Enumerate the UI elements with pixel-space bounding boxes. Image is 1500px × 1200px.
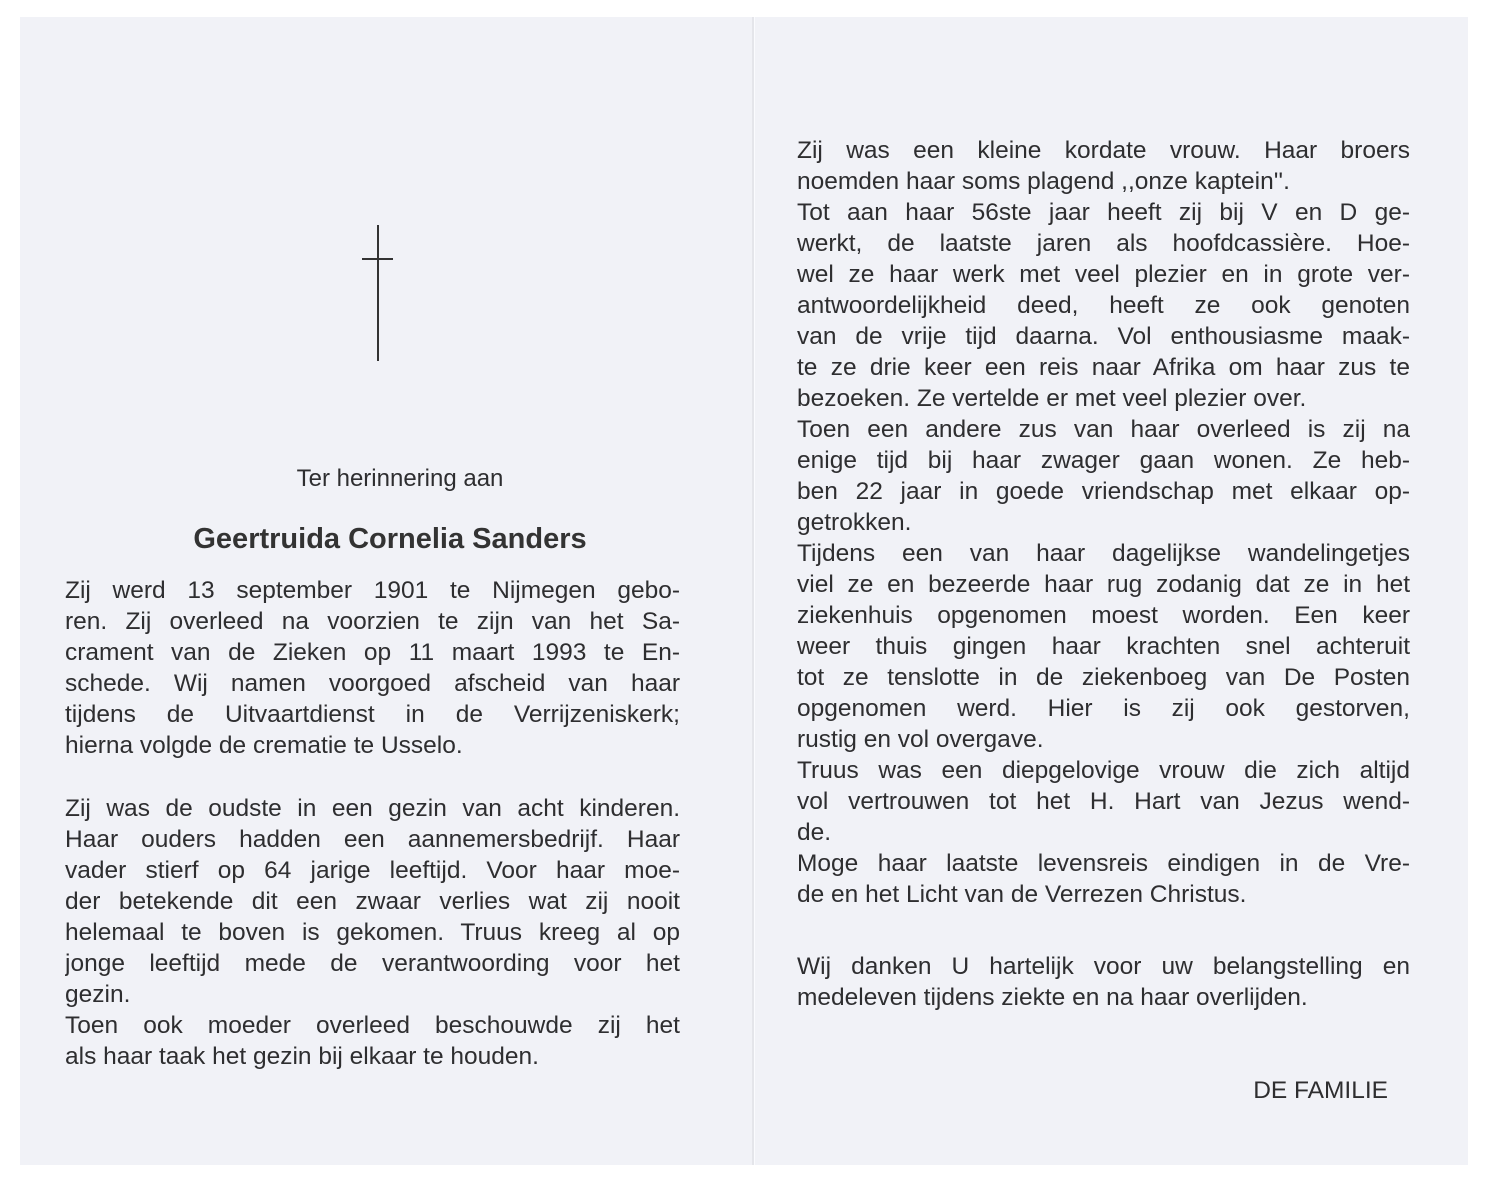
text-line: enige tijd bij haar zwager gaan wonen. Ze heb- — [797, 447, 1410, 474]
text-line: ren. Zij overleed na voorzien te zijn van het Sa- — [65, 608, 680, 635]
text-line: medeleven tijdens ziekte en na haar overlijden. — [797, 984, 1308, 1011]
text-line: Moge haar laatste levensreis eindigen in de Vre- — [797, 850, 1410, 877]
text-line: Truus was een diepgelovige vrouw die zich altijd — [797, 757, 1410, 784]
text-line: Zij was een kleine kordate vrouw. Haar broers — [797, 137, 1410, 164]
text-line: de. — [797, 819, 832, 846]
text-line: te ze drie keer een reis naar Afrika om haar zus te — [797, 354, 1410, 381]
text-line: jonge leeftijd mede de verantwoording voor het — [65, 950, 680, 977]
paragraph — [797, 951, 1410, 1013]
text-line: Toen een andere zus van haar overleed is zij na — [797, 416, 1410, 443]
text-line: getrokken. — [797, 509, 912, 536]
deceased-name: Geertruida Cornelia Sanders — [193, 523, 587, 555]
text-line: werkt, de laatste jaren als hoofdcassière. Hoe- — [797, 230, 1410, 257]
paragraph — [797, 197, 1410, 414]
paragraph — [797, 538, 1410, 755]
text-line: Toen ook moeder overleed beschouwde zij het — [65, 1012, 680, 1039]
text-line: tijdens de Uitvaartdienst in de Verrijzeniskerk; — [65, 701, 680, 728]
text-line: viel ze en bezeerde haar rug zodanig dat ze in het — [797, 571, 1410, 598]
text-line: Tot aan haar 56ste jaar heeft zij bij V en D ge- — [797, 199, 1410, 226]
text-line: rustig en vol overgave. — [797, 726, 1044, 753]
text-line: vol vertrouwen tot het H. Hart van Jezus wend- — [797, 788, 1410, 815]
text-line: gezin. — [65, 981, 131, 1008]
text-line: bezoeken. Ze vertelde er met veel plezier over. — [797, 385, 1307, 412]
text-line: als haar taak het gezin bij elkaar te houden. — [65, 1043, 539, 1070]
text-line: schede. Wij namen voorgoed afscheid van haar — [65, 670, 680, 697]
right-column — [797, 135, 1410, 1013]
paragraph — [65, 1010, 680, 1072]
paragraph — [797, 414, 1410, 538]
text-line: ziekenhuis opgenomen moest worden. Een keer — [797, 602, 1410, 629]
text-line: der betekende dit een zwaar verlies wat zij nooit — [65, 888, 680, 915]
text-line: weer thuis gingen haar krachten snel achteruit — [797, 633, 1410, 660]
paragraph — [797, 755, 1410, 848]
text-line: Haar ouders hadden een aannemersbedrijf. Haar — [65, 826, 680, 853]
text-line: crament van de Zieken op 11 maart 1993 te En- — [65, 639, 680, 666]
left-column — [65, 575, 680, 1072]
text-line: wel ze haar werk met veel plezier en in grote ver- — [797, 261, 1410, 288]
text-line: ben 22 jaar in goede vriendschap met elkaar op- — [797, 478, 1410, 505]
paragraph — [65, 793, 680, 1010]
text-line: tot ze tenslotte in de ziekenboeg van De Posten — [797, 664, 1410, 691]
text-line: Wij danken U hartelijk voor uw belangstelling en — [797, 953, 1410, 980]
paragraph — [65, 575, 680, 761]
paragraph — [797, 848, 1410, 910]
text-line: Tijdens een van haar dagelijkse wandelingetjes — [797, 540, 1410, 567]
text-line: van de vrije tijd daarna. Vol enthousiasme maak- — [797, 323, 1410, 350]
text-line: opgenomen werd. Hier is zij ook gestorven, — [797, 695, 1410, 722]
intro-text: Ter herinnering aan — [296, 465, 504, 492]
memorial-card — [20, 17, 1468, 1165]
text-line: noemden haar soms plagend ,,onze kaptein''. — [797, 168, 1290, 195]
text-line: helemaal te boven is gekomen. Truus kreeg al op — [65, 919, 680, 946]
text-line: Zij werd 13 september 1901 te Nijmegen gebo- — [65, 577, 680, 604]
text-line: antwoordelijkheid deed, heeft ze ook genoten — [797, 292, 1410, 319]
text-line: vader stierf op 64 jarige leeftijd. Voor haar moe- — [65, 857, 680, 884]
card-fold — [752, 17, 754, 1165]
paragraph — [797, 135, 1410, 197]
text-line: hierna volgde de crematie te Usselo. — [65, 732, 463, 759]
text-line: Zij was de oudste in een gezin van acht kinderen. — [65, 795, 680, 822]
text-line: de en het Licht van de Verrezen Christus. — [797, 881, 1247, 908]
signature: DE FAMILIE — [1253, 1077, 1388, 1104]
